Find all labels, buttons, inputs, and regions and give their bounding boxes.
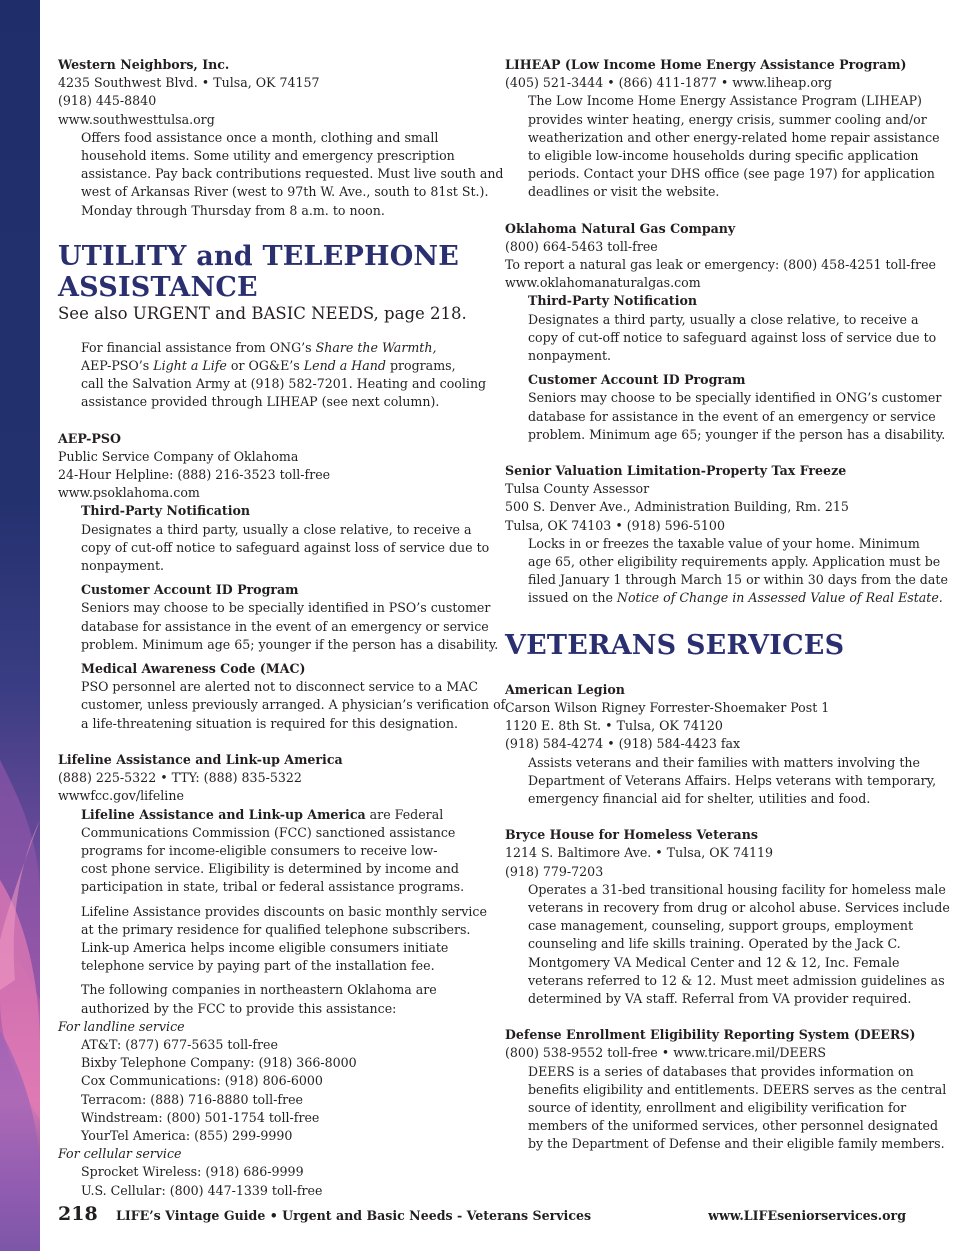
desc-line: Assists veterans and their families with matters involving the: [528, 754, 920, 770]
subheading: Customer Account ID Program: [528, 372, 746, 388]
cellular-label: For cellular service: [58, 1146, 182, 1162]
desc-line: The Low Income Home Energy Assistance Program (LIHEAP): [528, 93, 922, 109]
desc-line: Designates a third party, usually a close relative, to receive a: [528, 311, 919, 327]
liheap-entry: [505, 56, 940, 202]
ong-entry: [505, 220, 946, 444]
org-subtitle: Tulsa County Assessor: [505, 481, 650, 497]
desc-line: members of the uniformed services, other personnel designated: [528, 1118, 939, 1134]
desc-line: Communications Commission (FCC) sanctioned assistance: [81, 824, 456, 840]
desc-line: nonpayment.: [81, 558, 165, 574]
emergency-line: To report a natural gas leak or emergency: (800) 458-4251 toll-free: [505, 257, 936, 273]
desc-line: PSO personnel are alerted not to disconnect service to a MAC: [81, 679, 479, 695]
intro-line: assistance provided through LIHEAP (see next column).: [81, 394, 440, 410]
desc-line: copy of cut-off notice to safeguard against loss of service due to: [528, 329, 937, 345]
org-name: Bryce House for Homeless Veterans: [505, 827, 758, 843]
american-legion-entry: [505, 681, 937, 808]
provider-line: U.S. Cellular: (800) 447-1339 toll-free: [81, 1182, 323, 1198]
desc-line: household items. Some utility and emergency prescription: [81, 148, 455, 164]
decorative-side-strip: [0, 0, 40, 1251]
desc-line: counseling and life skills training. Operated by the Jack C.: [528, 936, 901, 952]
desc-line: deadlines or visit the website.: [528, 184, 720, 200]
desc-line: at the primary residence for qualified telephone subscribers.: [81, 921, 471, 937]
desc-line: The following companies in northeastern Oklahoma are: [81, 982, 437, 998]
section-title-utility: UTILITY and TELEPHONE: [58, 240, 460, 272]
provider-line: Sprocket Wireless: (918) 686-9999: [81, 1164, 304, 1180]
org-name: Oklahoma Natural Gas Company: [505, 220, 736, 236]
bryce-house-entry: [505, 826, 950, 1008]
desc-line: provides winter heating, energy crisis, summer cooling and/or: [528, 111, 927, 127]
provider-line: AT&T: (877) 677-5635 toll-free: [81, 1036, 278, 1052]
intro-text: AEP-PSO’s: [81, 358, 154, 374]
desc-line: [58, 806, 458, 824]
subheading: Customer Account ID Program: [81, 582, 299, 598]
program-name: Lend a Hand: [303, 358, 386, 374]
desc-line: copy of cut-off notice to safeguard against loss of service due to: [81, 539, 490, 555]
subheading: Third-Party Notification: [81, 503, 251, 519]
desc-line: programs for income-eligible consumers to receive low-: [81, 842, 438, 858]
desc-line: benefits eligibility and entitlements. DEERS serves as the central: [528, 1081, 947, 1097]
provider-line: Terracom: (888) 716-8880 toll-free: [81, 1091, 304, 1107]
intro-text: programs,: [385, 358, 456, 374]
desc-line: database for assistance in the event of an emergency or service: [81, 618, 489, 634]
intro-text: or OG&E’s: [226, 358, 304, 374]
address: 4235 Southwest Blvd. • Tulsa, OK 74157: [58, 75, 320, 91]
decorative-ribbon-graphic: [0, 0, 40, 1251]
desc-text: are Federal: [365, 806, 444, 822]
desc-line: veterans referred to 12 & 12. Must meet admission guidelines as: [528, 972, 945, 988]
desc-line: problem. Minimum age 65; younger if the person has a disability.: [81, 636, 499, 652]
desc-line: determined by VA staff. Referral from VA provider required.: [528, 990, 912, 1006]
program-name: Lifeline Assistance and Link-up America: [81, 806, 366, 822]
program-name: Share the Warmth,: [315, 339, 437, 355]
provider-line: Bixby Telephone Company: (918) 366-8000: [81, 1055, 357, 1071]
desc-line: nonpayment.: [528, 348, 612, 364]
address: 1214 S. Baltimore Ave. • Tulsa, OK 74119: [505, 845, 774, 861]
subheading: Medical Awareness Code (MAC): [81, 661, 306, 677]
phone: (405) 521-3444 • (866) 411-1877 • www.liheap.org: [505, 75, 832, 91]
desc-line: telephone service by paying part of the installation fee.: [81, 958, 435, 974]
desc-line: case management, counseling, support groups, employment: [528, 918, 914, 934]
form-name: Notice of Change in Assessed Value of Real Estate.: [616, 590, 943, 606]
provider-line: Cox Communications: (918) 806-6000: [81, 1073, 323, 1089]
desc-line: weatherization and other energy-related home repair assistance: [528, 129, 940, 145]
desc-line: authorized by the FCC to provide this assistance:: [81, 1000, 397, 1016]
landline-label: For landline service: [58, 1018, 185, 1034]
desc-line: veterans in recovery from drug or alcohol abuse. Services include: [528, 899, 950, 915]
desc-line: Monday through Thursday from 8 a.m. to noon.: [81, 202, 385, 218]
desc-line: Seniors may choose to be specially identified in PSO’s customer: [81, 600, 491, 616]
page-number: 218: [58, 1203, 98, 1225]
section-title-utility-2: ASSISTANCE: [58, 271, 258, 303]
org-name: LIHEAP (Low Income Home Energy Assistance Program): [505, 57, 907, 72]
western-neighbors-entry: [58, 56, 504, 220]
org-name: AEP-PSO: [58, 430, 121, 446]
org-name: Western Neighbors, Inc.: [58, 57, 230, 72]
org-name: Lifeline Assistance and Link-up America: [58, 751, 343, 767]
desc-line: a life-threatening situation is required for this designation.: [81, 715, 458, 731]
address: 500 S. Denver Ave., Administration Building, Rm. 215: [505, 499, 849, 515]
desc-line: Link-up America helps income eligible consumers initiate: [81, 939, 449, 955]
section-title-veterans: VETERANS SERVICES: [505, 629, 845, 661]
subheading: Third-Party Notification: [528, 293, 698, 309]
website: www.southwesttulsa.org: [58, 111, 215, 127]
desc-line: participation in state, tribal or federal assistance programs.: [81, 879, 465, 895]
desc-line: west of Arkansas River (west to 97th W. Ave., south to 81st St.).: [81, 184, 489, 200]
desc-line: DEERS is a series of databases that provides information on: [528, 1063, 914, 1079]
desc-line: cost phone service. Eligibility is determined by income and: [81, 861, 459, 877]
org-name: American Legion: [505, 681, 625, 697]
post-name: Carson Wilson Rigney Forrester-Shoemaker Post 1: [505, 699, 830, 715]
intro-line: [58, 357, 458, 375]
right-column: [505, 56, 950, 1154]
desc-line: by the Department of Defense and their eligible family members.: [528, 1136, 945, 1152]
see-also-note: See also URGENT and BASIC NEEDS, page 218.: [58, 303, 467, 323]
desc-line: Lifeline Assistance provides discounts on basic monthly service: [81, 903, 487, 919]
desc-line: customer, unless previously arranged. A physician’s verification of: [81, 697, 506, 713]
desc-line: Offers food assistance once a month, clothing and small: [81, 129, 439, 145]
desc-line: Montgomery VA Medical Center and 12 & 12, Inc. Female: [528, 954, 900, 970]
desc-line: filed January 1 through March 15 or within 30 days from the date: [528, 572, 948, 588]
phone: (800) 664-5463 toll-free: [505, 238, 658, 254]
phone: Tulsa, OK 74103 • (918) 596-5100: [505, 517, 725, 533]
website: www.psoklahoma.com: [58, 485, 200, 501]
address: 1120 E. 8th St. • Tulsa, OK 74120: [505, 718, 723, 734]
aep-pso-entry: [58, 430, 506, 733]
org-name: Defense Enrollment Eligibility Reporting System (DEERS): [505, 1027, 916, 1043]
desc-line: Locks in or freezes the taxable value of your home. Minimum: [528, 535, 920, 551]
desc-line: age 65, other eligibility requirements apply. Application must be: [528, 554, 941, 570]
intro-text: For financial assistance from ONG’s: [81, 339, 316, 355]
desc-line: to eligible low-income households during specific application: [528, 148, 919, 164]
phone: (918) 779-7203: [505, 863, 604, 879]
intro-line: call the Salvation Army at (918) 582-7201. Heating and cooling: [81, 376, 487, 392]
program-name: Light a Life: [153, 358, 227, 374]
desc-line: problem. Minimum age 65; younger if the person has a disability.: [528, 426, 946, 442]
phone: (800) 538-9552 toll-free • www.tricare.mil/DEERS: [505, 1045, 827, 1061]
desc-line: Department of Veterans Affairs. Helps veterans with temporary,: [528, 772, 937, 788]
desc-line: [505, 589, 943, 607]
phone: (918) 584-4274 • (918) 584-4423 fax: [505, 736, 741, 752]
desc-text: issued on the: [528, 590, 617, 606]
provider-line: Windstream: (800) 501-1754 toll-free: [81, 1109, 320, 1125]
desc-line: Designates a third party, usually a close relative, to receive a: [81, 521, 472, 537]
intro-line: [58, 339, 458, 357]
lifeline-entry: [58, 751, 487, 1200]
desc-line: assistance. Pay back contributions requested. Must live south and: [81, 166, 504, 182]
org-name: Senior Valuation Limitation-Property Tax Freeze: [505, 463, 847, 479]
phone: (888) 225-5322 • TTY: (888) 835-5322: [58, 770, 302, 786]
desc-line: periods. Contact your DHS office (see page 197) for application: [528, 166, 935, 182]
senior-valuation-entry: [505, 462, 948, 608]
desc-line: database for assistance in the event of an emergency or service: [528, 408, 936, 424]
website: www.oklahomanaturalgas.com: [505, 275, 701, 291]
desc-line: source of identity, enrollment and eligibility verification for: [528, 1099, 907, 1115]
desc-line: Seniors may choose to be specially identified in ONG’s customer: [528, 390, 942, 406]
footer-website: www.LIFEseniorservices.org: [708, 1208, 906, 1223]
left-column: [58, 56, 506, 1200]
phone: (918) 445-8840: [58, 93, 157, 109]
deers-entry: [505, 1026, 947, 1153]
desc-line: emergency financial aid for shelter, utilities and food.: [528, 790, 871, 806]
provider-line: YourTel America: (855) 299-9990: [81, 1127, 293, 1143]
page-footer: [58, 1203, 906, 1231]
footer-guide-title: LIFE’s Vintage Guide • Urgent and Basic Needs - Veterans Services: [116, 1208, 592, 1223]
desc-line: Operates a 31-bed transitional housing facility for homeless male: [528, 881, 946, 897]
org-subtitle: Public Service Company of Oklahoma: [58, 448, 299, 464]
helpline: 24-Hour Helpline: (888) 216-3523 toll-free: [58, 467, 331, 483]
website: wwwfcc.gov/lifeline: [58, 788, 184, 804]
